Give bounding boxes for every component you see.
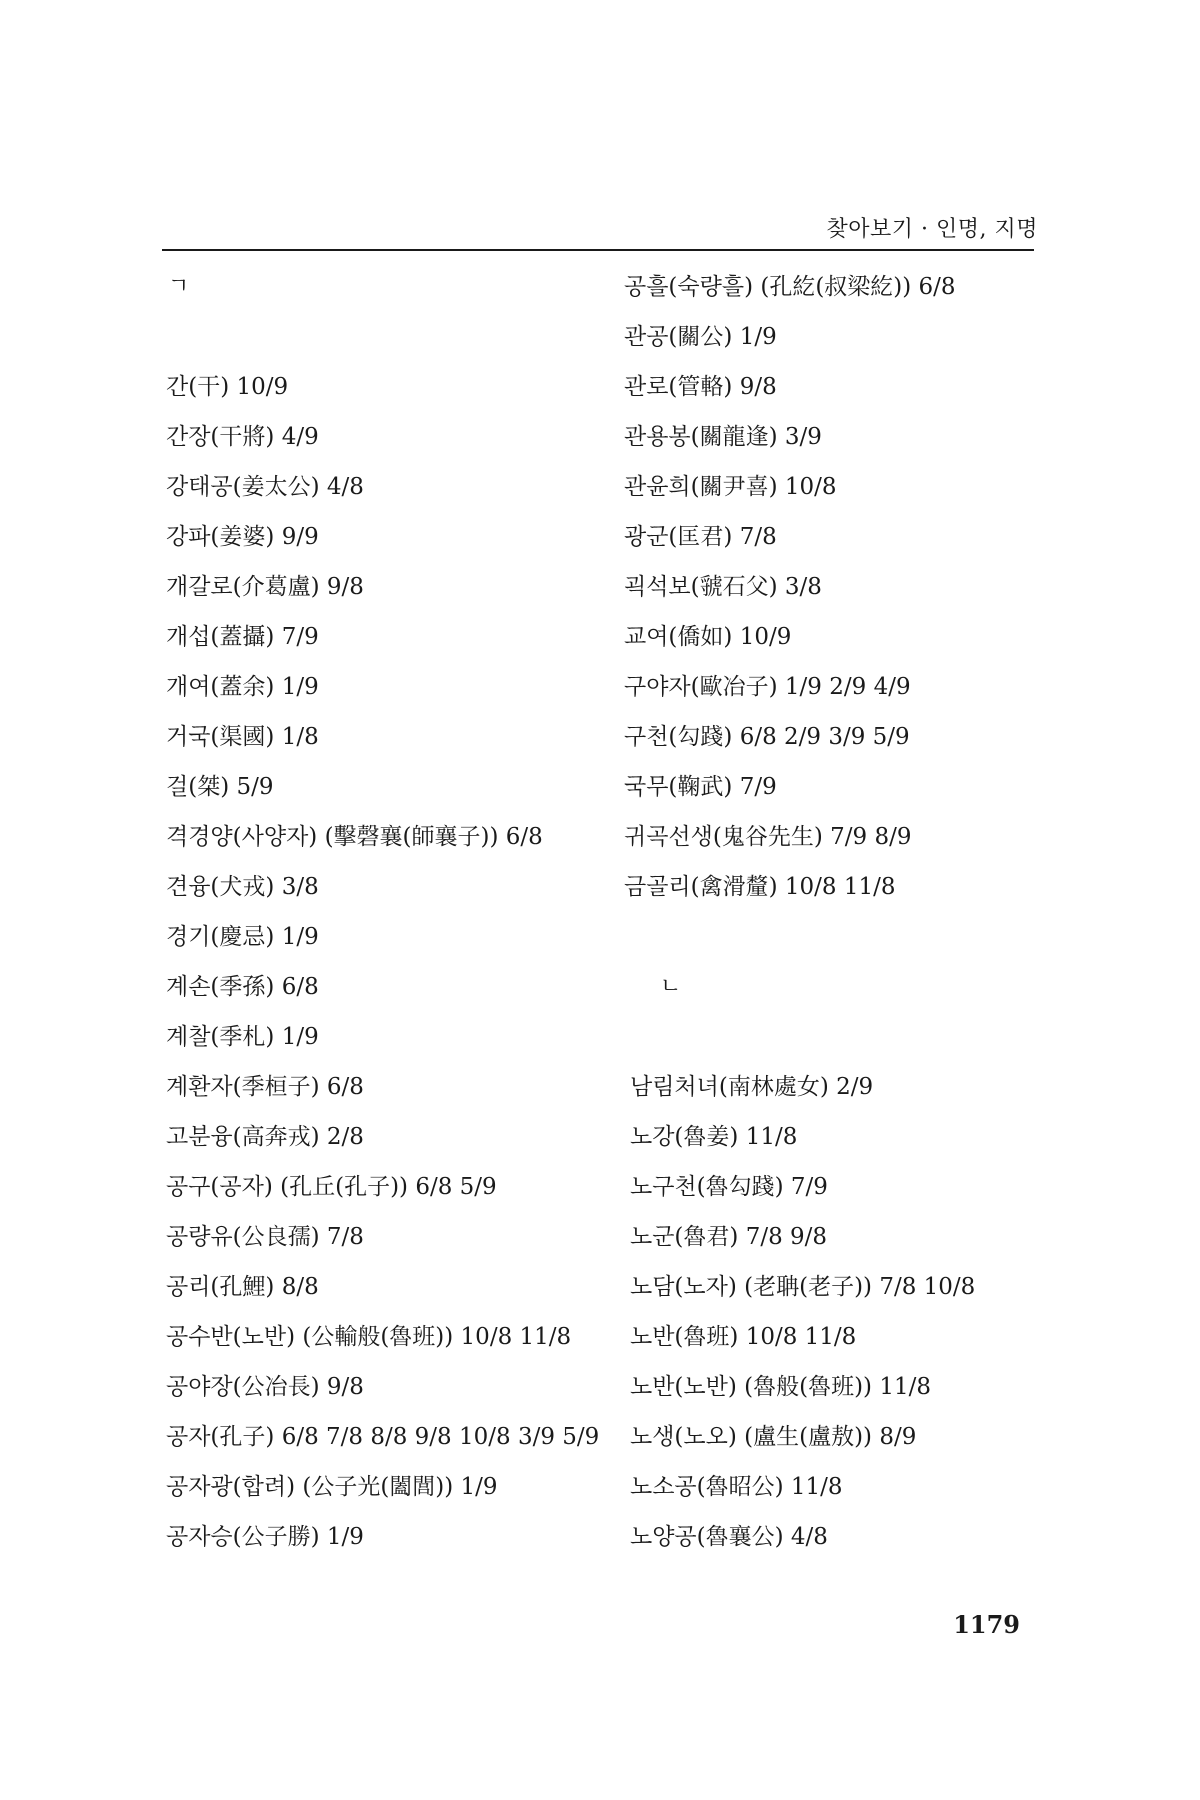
index-entry: 노담(노자) (老聃(老子)) 7/8 10/8 bbox=[630, 1274, 976, 1300]
index-entry: 고분융(高奔戎) 2/8 bbox=[166, 1124, 364, 1150]
index-entry: 교여(僑如) 10/9 bbox=[624, 624, 792, 650]
index-entry: 간(干) 10/9 bbox=[166, 374, 289, 400]
right-column bbox=[624, 262, 1044, 1562]
index-entry: 관윤희(關尹喜) 10/8 bbox=[624, 474, 837, 500]
index-entry: 노양공(魯襄公) 4/8 bbox=[630, 1524, 828, 1550]
left-column bbox=[166, 262, 616, 1562]
index-entry: 공수반(노반) (公輸般(魯班)) 10/8 11/8 bbox=[166, 1324, 572, 1350]
index-entry: 노군(魯君) 7/8 9/8 bbox=[630, 1224, 828, 1250]
section-spacer bbox=[624, 912, 1044, 962]
index-entry: 견융(犬戎) 3/8 bbox=[166, 874, 319, 900]
page-number: 1179 bbox=[953, 1610, 1020, 1639]
index-entry: 개섭(蓋攝) 7/9 bbox=[166, 624, 319, 650]
index-entry: 노구천(魯勾踐) 7/9 bbox=[630, 1174, 828, 1200]
index-entry: 공흘(숙량흘) (孔紇(叔梁紇)) 6/8 bbox=[624, 274, 956, 300]
index-entry: 금골리(禽滑釐) 10/8 11/8 bbox=[624, 874, 896, 900]
index-entry: 공야장(公冶長) 9/8 bbox=[166, 1374, 364, 1400]
index-entry: 공자승(公子勝) 1/9 bbox=[166, 1524, 364, 1550]
index-entry: 공자(孔子) 6/8 7/8 8/8 9/8 10/8 3/9 5/9 bbox=[166, 1424, 600, 1450]
section-spacer bbox=[624, 1012, 1044, 1062]
index-entry: 공자광(합려) (公子光(闔閭)) 1/9 bbox=[166, 1474, 498, 1500]
index-entry: 관용봉(關龍逢) 3/9 bbox=[624, 424, 822, 450]
index-entry: 귀곡선생(鬼谷先生) 7/9 8/9 bbox=[624, 824, 912, 850]
index-entry: 개여(蓋余) 1/9 bbox=[166, 674, 319, 700]
index-entry: 공구(공자) (孔丘(孔子)) 6/8 5/9 bbox=[166, 1174, 497, 1200]
index-entry: 경기(慶忌) 1/9 bbox=[166, 924, 319, 950]
index-entry: 격경양(사양자) (擊磬襄(師襄子)) 6/8 bbox=[166, 824, 543, 850]
index-entry: 계손(季孫) 6/8 bbox=[166, 974, 319, 1000]
section-letter-g: ㄱ bbox=[168, 274, 190, 299]
index-entry: 걸(桀) 5/9 bbox=[166, 774, 274, 800]
index-entry: 거국(渠國) 1/8 bbox=[166, 724, 319, 750]
index-entry: 개갈로(介葛盧) 9/8 bbox=[166, 574, 364, 600]
index-entry: 강파(姜婆) 9/9 bbox=[166, 524, 319, 550]
index-entry: 노반(魯班) 10/8 11/8 bbox=[630, 1324, 857, 1350]
index-entry: 계환자(季桓子) 6/8 bbox=[166, 1074, 364, 1100]
index-entry: 구야자(歐冶子) 1/9 2/9 4/9 bbox=[624, 674, 911, 700]
index-entry: 구천(勾踐) 6/8 2/9 3/9 5/9 bbox=[624, 724, 910, 750]
index-entry: 괵석보(虢石父) 3/8 bbox=[624, 574, 822, 600]
index-entry: 노반(노반) (魯般(魯班)) 11/8 bbox=[630, 1374, 931, 1400]
index-entry: 노강(魯姜) 11/8 bbox=[630, 1124, 798, 1150]
index-entry: 간장(干將) 4/9 bbox=[166, 424, 319, 450]
index-entry: 관공(關公) 1/9 bbox=[624, 324, 777, 350]
index-entry: 관로(管輅) 9/8 bbox=[624, 374, 777, 400]
index-entry: 계찰(季札) 1/9 bbox=[166, 1024, 319, 1050]
index-entry: 노소공(魯昭公) 11/8 bbox=[630, 1474, 843, 1500]
index-entry: 공량유(公良孺) 7/8 bbox=[166, 1224, 364, 1250]
index-entry: 강태공(姜太公) 4/8 bbox=[166, 474, 364, 500]
index-entry: 공리(孔鯉) 8/8 bbox=[166, 1274, 319, 1300]
running-header: 찾아보기 · 인명, 지명 bbox=[826, 217, 1038, 242]
section-spacer bbox=[166, 312, 616, 362]
header-rule bbox=[162, 249, 1034, 251]
index-entry: 광군(匡君) 7/8 bbox=[624, 524, 777, 550]
section-letter-n: ㄴ bbox=[660, 974, 682, 999]
index-entry: 노생(노오) (盧生(盧敖)) 8/9 bbox=[630, 1424, 917, 1450]
index-entry: 남림처녀(南林處女) 2/9 bbox=[630, 1074, 874, 1100]
index-entry: 국무(鞠武) 7/9 bbox=[624, 774, 777, 800]
